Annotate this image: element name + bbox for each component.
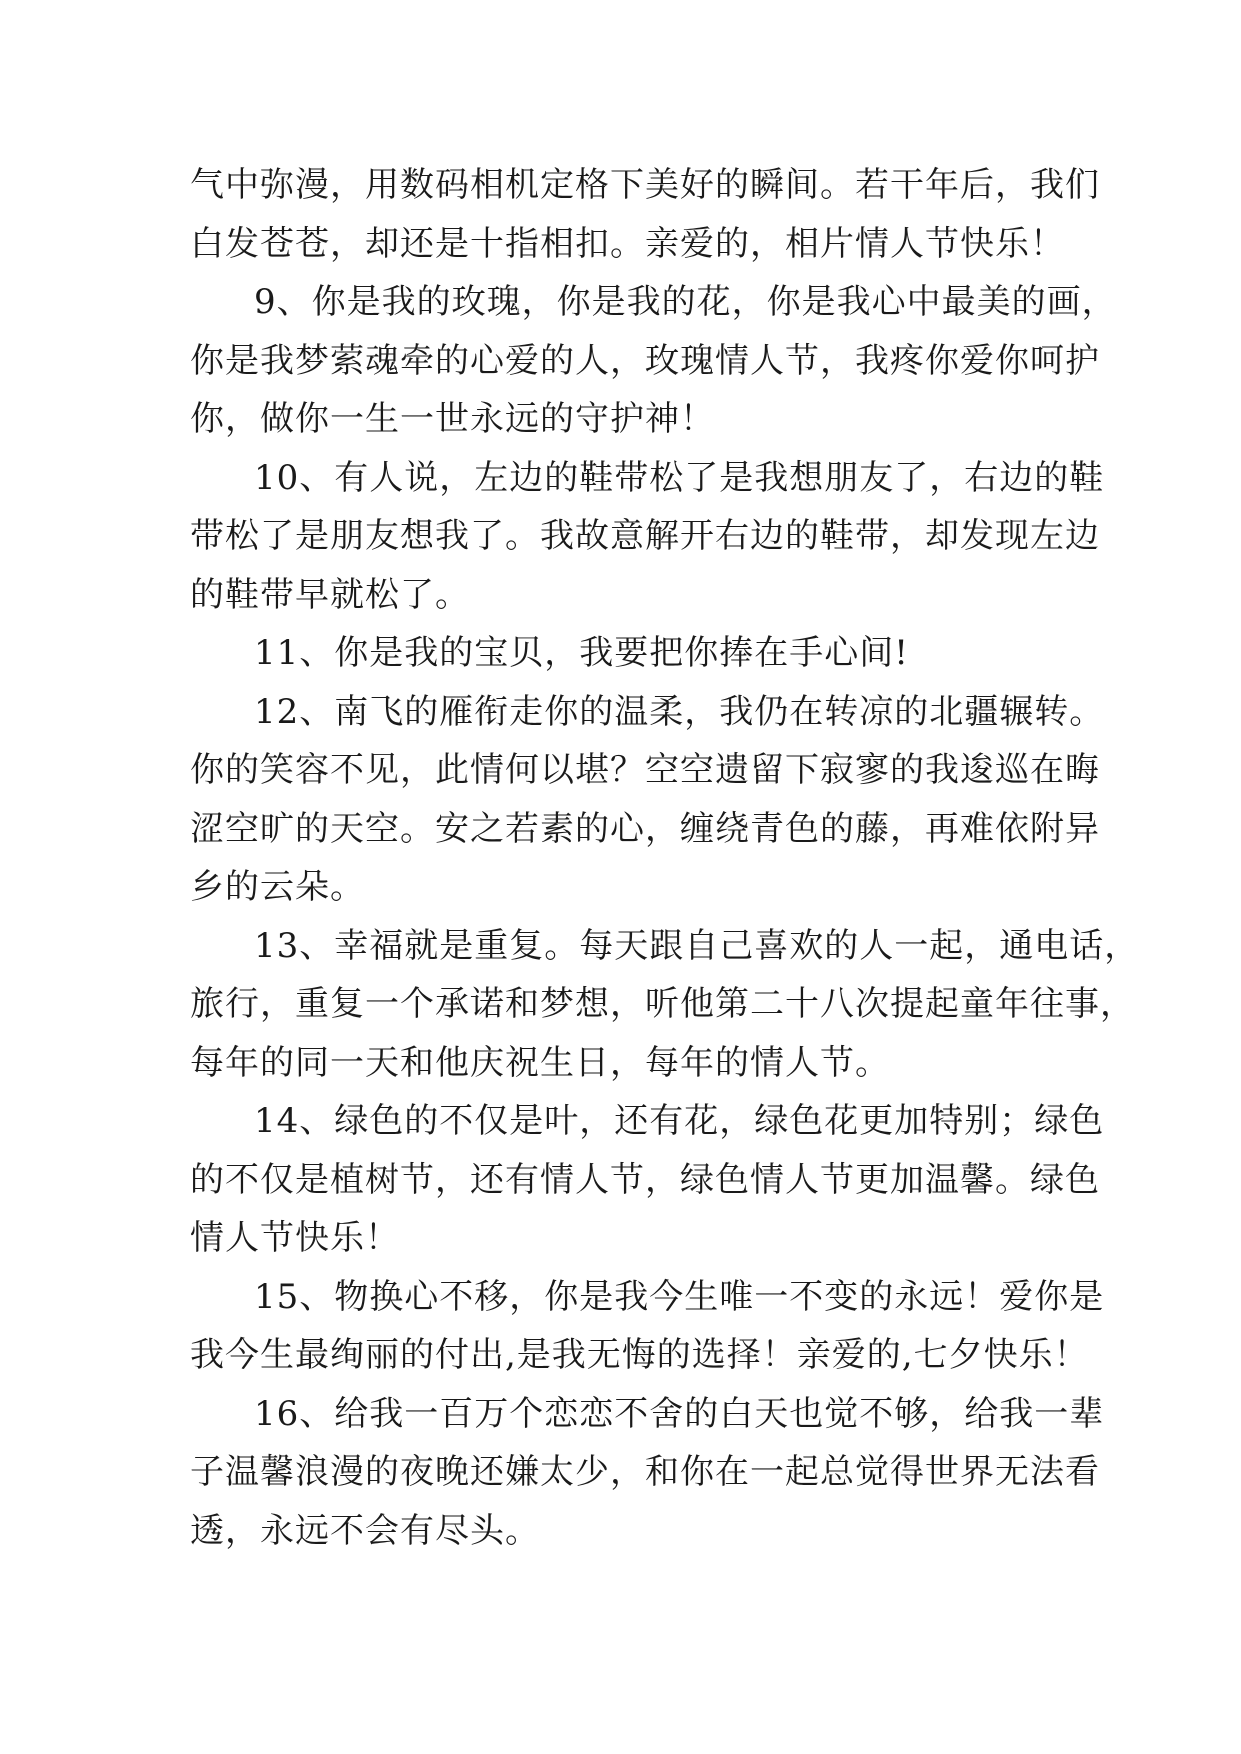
paragraph-11-line: 11、你是我的宝贝，我要把你捧在手心间!	[254, 633, 909, 673]
text-line: 气中弥漫，用数码相机定格下美好的瞬间。若干年后，我们	[190, 165, 1100, 205]
paragraph-14-line: 14、绿色的不仅是叶，还有花，绿色花更加特别；绿色	[254, 1101, 1105, 1141]
paragraph-12-line: 12、南飞的雁衔走你的温柔，我仍在转凉的北疆辗转。	[254, 691, 1105, 732]
paragraph-13-line: 旅行，重复一个承诺和梦想，听他第二十八次提起童年往事，	[190, 984, 1135, 1024]
paragraph-10-line: 10、有人说，左边的鞋带松了是我想朋友了，右边的鞋	[254, 457, 1105, 498]
paragraph-14-line: 的不仅是植树节，还有情人节，绿色情人节更加温馨。绿色	[190, 1159, 1100, 1200]
paragraph-10-line: 的鞋带早就松了。	[190, 574, 470, 615]
paragraph-15-line: 15、物换心不移，你是我今生唯一不变的永远！爱你是	[254, 1276, 1105, 1317]
paragraph-9-line: 你是我梦萦魂牵的心爱的人，玫瑰情人节，我疼你爱你呵护	[190, 340, 1100, 381]
paragraph-9-line: 9、你是我的玫瑰，你是我的花，你是我心中最美的画，	[254, 282, 1117, 322]
paragraph-9-line: 你，做你一生一世永远的守护神！	[190, 399, 715, 439]
paragraph-12-line: 涩空旷的天空。安之若素的心，缠绕青色的藤，再难依附异	[190, 808, 1100, 849]
paragraph-14-line: 情人节快乐！	[190, 1218, 400, 1258]
paragraph-13-line: 13、幸福就是重复。每天跟自己喜欢的人一起，通电话，	[254, 925, 1140, 966]
paragraph-12-line: 乡的云朵。	[190, 867, 365, 907]
paragraph-16-line: 子温馨浪漫的夜晚还嫌太少，和你在一起总觉得世界无法看	[190, 1452, 1100, 1492]
paragraph-16-line: 透，永远不会有尽头。	[190, 1510, 540, 1551]
text-line: 白发苍苍，却还是十指相扣。亲爱的，相片情人节快乐！	[190, 223, 1065, 264]
paragraph-12-line: 你的笑容不见，此情何以堪？空空遗留下寂寥的我逡巡在晦	[190, 750, 1100, 790]
document-body	[190, 156, 1140, 1560]
paragraph-15-line: 我今生最绚丽的付出,是我无悔的选择！亲爱的,七夕快乐！	[190, 1335, 1089, 1375]
paragraph-10-line: 带松了是朋友想我了。我故意解开右边的鞋带，却发现左边	[190, 516, 1100, 556]
paragraph-13-line: 每年的同一天和他庆祝生日，每年的情人节。	[190, 1042, 890, 1083]
paragraph-16-line: 16、给我一百万个恋恋不舍的白天也觉不够，给我一辈	[254, 1393, 1105, 1434]
